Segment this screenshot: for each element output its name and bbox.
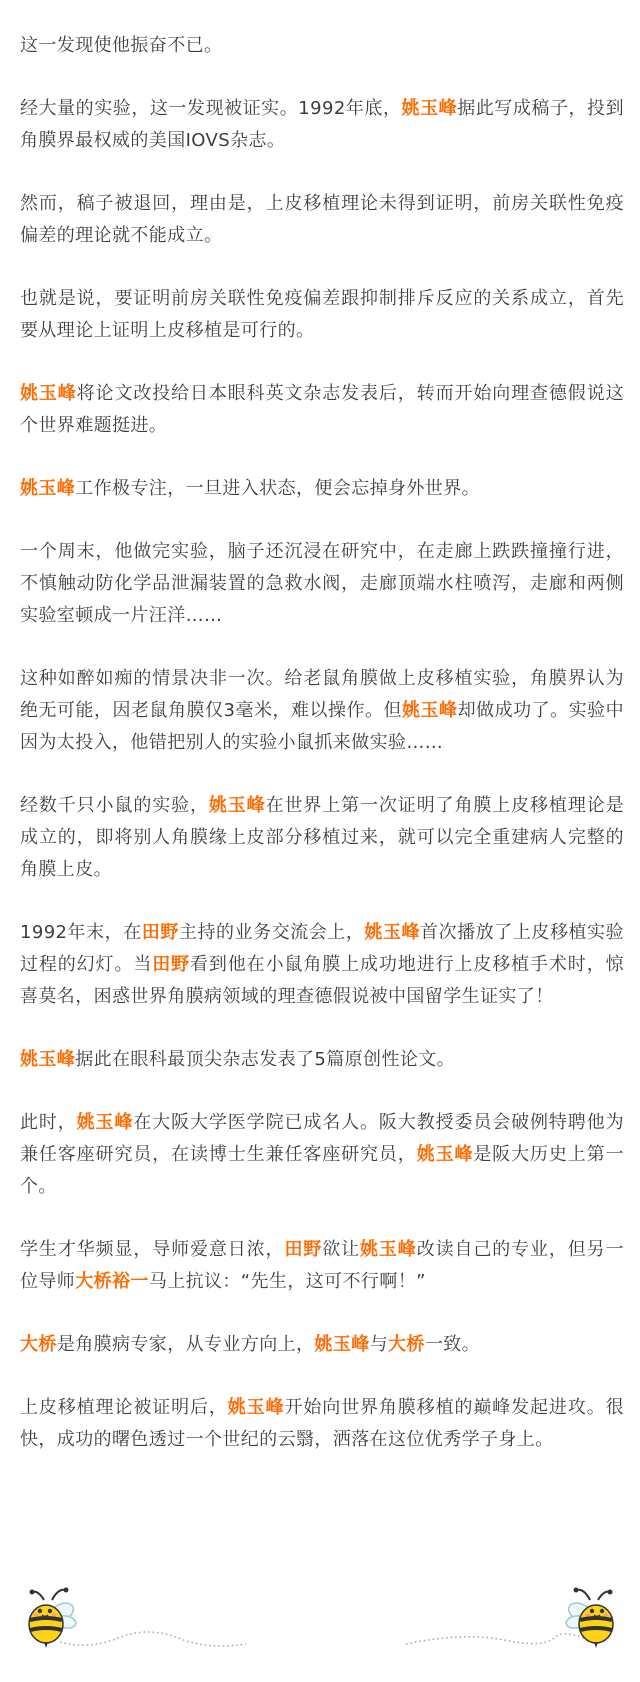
paragraph — [20, 917, 624, 1013]
paragraph-text: 主持的业务交流会上， — [178, 922, 365, 943]
person-name-highlight: 姚玉峰 — [227, 1397, 285, 1418]
paragraph — [20, 790, 624, 886]
person-name-highlight: 姚玉峰 — [20, 478, 76, 499]
article-body — [20, 30, 624, 1487]
person-name-highlight: 姚玉峰 — [76, 1112, 134, 1133]
person-name-highlight: 姚玉峰 — [314, 1334, 370, 1355]
paragraph-text: 据此在眼科最顶尖杂志发表了5篇原创性论文。 — [75, 1049, 456, 1070]
paragraph-text: 也就是说，要证明前房关联性免疫偏差跟抑制排斥反应的关系成立，首先要从理论上证明上皮移植是可行的。 — [20, 288, 624, 341]
paragraph-text: 一个周末，他做完实验，脑子还沉浸在研究中，在走廊上跌跌撞撞行进，不慎触动防化学品泄漏装置的急救水阀，走廊顶端水柱喷泻，走廊和两侧实验室顿成一片汪洋…… — [20, 541, 624, 626]
paragraph-text: 一致。 — [424, 1334, 481, 1355]
paragraph-text: 据此写成稿子，投到角膜界最权威的美国IOVS杂志。 — [20, 98, 625, 151]
paragraph — [20, 536, 624, 632]
paragraph-text: 这一发现使他振奋不已。 — [20, 35, 223, 56]
paragraph-text: 此时， — [20, 1112, 77, 1133]
paragraph — [20, 473, 624, 505]
paragraph-text: 经大量的实验，这一发现被证实。1992年底， — [20, 98, 402, 119]
paragraph — [20, 30, 624, 62]
person-name-highlight: 田野 — [141, 922, 179, 943]
person-name-highlight: 田野 — [284, 1239, 323, 1260]
paragraph-text: 首次播放了上皮移植实验过程的幻灯。当 — [20, 922, 624, 975]
person-name-highlight: 姚玉峰 — [20, 383, 77, 404]
paragraph — [20, 1044, 624, 1076]
paragraph — [20, 283, 624, 347]
paragraph-text: 将论文改投给日本眼科英文杂志发表后，转而开始向理查德假说这个世界难题挺进。 — [20, 383, 624, 436]
paragraph — [20, 1107, 624, 1203]
paragraph-text: 在大阪大学医学院已成名人。阪大教授委员会破例特聘他为兼任客座研究员，在读博士生兼任客座研究员， — [20, 1112, 624, 1165]
paragraph-text: 这种如醉如痴的情景决非一次。给老鼠角膜做上皮移植实验，角膜界认为绝无可能，因老鼠角膜仅3毫米，难以操作。但 — [20, 668, 624, 721]
bee-icon — [562, 1586, 628, 1652]
person-name-highlight: 姚玉峰 — [401, 98, 458, 119]
paragraph-text: 开始向世界角膜移植的巅峰发起进攻。很快，成功的曙色透过一个世纪的云翳，洒落在这位优秀学子身上。 — [20, 1397, 624, 1450]
person-name-highlight: 姚玉峰 — [402, 700, 458, 721]
paragraph-text: 是角膜病专家，从专业方向上， — [56, 1334, 315, 1355]
paragraph-text: 在世界上第一次证明了角膜上皮移植理论是成立的，即将别人角膜缘上皮部分移植过来，就可以完全重建病人完整的角膜上皮。 — [20, 795, 624, 880]
footer-decoration — [0, 1580, 640, 1682]
dotted-line-decoration — [58, 1624, 248, 1654]
paragraph — [20, 93, 624, 157]
person-name-highlight: 姚玉峰 — [208, 795, 266, 816]
paragraph-text: 看到他在小鼠角膜上成功地进行上皮移植手术时，惊喜莫名，困惑世界角膜病领域的理查德假说被中国留学生证实了！ — [20, 954, 624, 1007]
person-name-highlight: 姚玉峰 — [416, 1144, 474, 1165]
paragraph-text: 欲让 — [322, 1239, 361, 1260]
person-name-highlight: 大桥裕一 — [75, 1271, 149, 1292]
paragraph-text: 学生才华频显，导师爱意日浓， — [20, 1239, 285, 1260]
paragraph-text: 与 — [369, 1334, 389, 1355]
paragraph-text: 经数千只小鼠的实验， — [20, 795, 209, 816]
paragraph — [20, 1392, 624, 1456]
paragraph-text: 马上抗议：“先生，这可不行啊！” — [148, 1271, 426, 1292]
person-name-highlight: 田野 — [152, 954, 191, 975]
paragraph-text: 1992年末，在 — [20, 922, 142, 943]
paragraph — [20, 1234, 624, 1298]
paragraph-text: 是阪大历史上第一个。 — [20, 1144, 624, 1197]
paragraph-text: 然而，稿子被退回，理由是，上皮移植理论未得到证明，前房关联性免疫偏差的理论就不能成立。 — [20, 193, 624, 246]
paragraph — [20, 378, 624, 442]
person-name-highlight: 姚玉峰 — [20, 1049, 76, 1070]
paragraph — [20, 188, 624, 252]
paragraph-text: 工作极专注，一旦进入状态，便会忘掉身外世界。 — [75, 478, 481, 499]
paragraph-text: 上皮移植理论被证明后， — [20, 1397, 228, 1418]
person-name-highlight: 姚玉峰 — [360, 1239, 417, 1260]
person-name-highlight: 大桥 — [388, 1334, 425, 1355]
person-name-highlight: 大桥 — [20, 1334, 57, 1355]
person-name-highlight: 姚玉峰 — [364, 922, 421, 943]
paragraph — [20, 663, 624, 759]
paragraph-text: 却做成功了。实验中因为太投入，他错把别人的实验小鼠抓来做实验…… — [20, 700, 624, 753]
paragraph — [20, 1329, 624, 1361]
paragraph-text: 改读自己的专业，但另一位导师 — [20, 1239, 624, 1292]
